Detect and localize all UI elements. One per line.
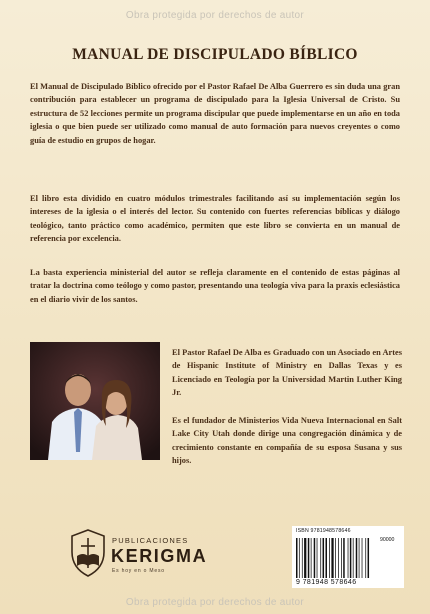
watermark-top: Obra protegida por derechos de autor [125, 10, 305, 21]
barcode-bars-icon [296, 538, 376, 578]
author-bio-1: El Pastor Rafael De Alba es Graduado con un Asociado en Artes de Hispanic Institute of Ministry en Dallas Texas y es Licenciado en Teología por la Universidad Martin Luther King Jr. [172, 348, 402, 398]
publisher-logo [68, 528, 208, 588]
publisher-tagline: Es hoy en o Meso [112, 568, 165, 574]
book-title: MANUAL DE DISCIPULADO BÍBLICO [72, 46, 358, 63]
watermark-bottom: Obra protegida por derechos de autor [125, 597, 305, 608]
author-photo [30, 342, 160, 460]
description-paragraph-1: El Manual de Discipulado Bíblico ofrecido por el Pastor Rafael De Alba Guerrero es sin duda una gran contribución para establecer un programa de discipulado para la Iglesia Universal de Cristo. Su estructura de 52 lecciones permite un programa discipular que puede implementarse en un año en toda iglesia o que bien puede ser utilizado como manual de auto formación para nuevos creyentes o como guía de estudio en grupos de hogar. [30, 82, 400, 145]
book-shield-icon [68, 528, 108, 578]
publisher-label: PUBLICACIONES [112, 536, 189, 545]
isbn-barcode [292, 526, 404, 588]
description-paragraph-2: El libro esta dividido en cuatro módulos trimestrales facilitando así su implementación según los intereses de la iglesia o el interés del lector. Su contenido con fuertes referencias bíblicas y diálogo teológico, tanto práctico como académico, permiten que este libro se convierta en un manual de referencia por excelencia. [30, 194, 400, 244]
author-bio-2: Es el fundador de Ministerios Vida Nueva Internacional en Salt Lake City Utah donde dirige una congregación dinámica y de crecimiento constante en compañía de su esposa Susana y sus hijos. [172, 416, 402, 466]
publisher-name: KERIGMA [111, 546, 208, 566]
price-code: 90000 [380, 537, 395, 543]
isbn-digits: 9 781948 578646 [296, 579, 357, 586]
isbn-label: ISBN 9781948578646 [296, 528, 351, 534]
description-paragraph-3: La basta experiencia ministerial del autor se refleja claramente en el contenido de estas páginas al tratar la doctrina como teólogo y como pastor, presentando una teología viva para la praxis eclesiástica en el diario vivir de los santos. [30, 268, 400, 304]
